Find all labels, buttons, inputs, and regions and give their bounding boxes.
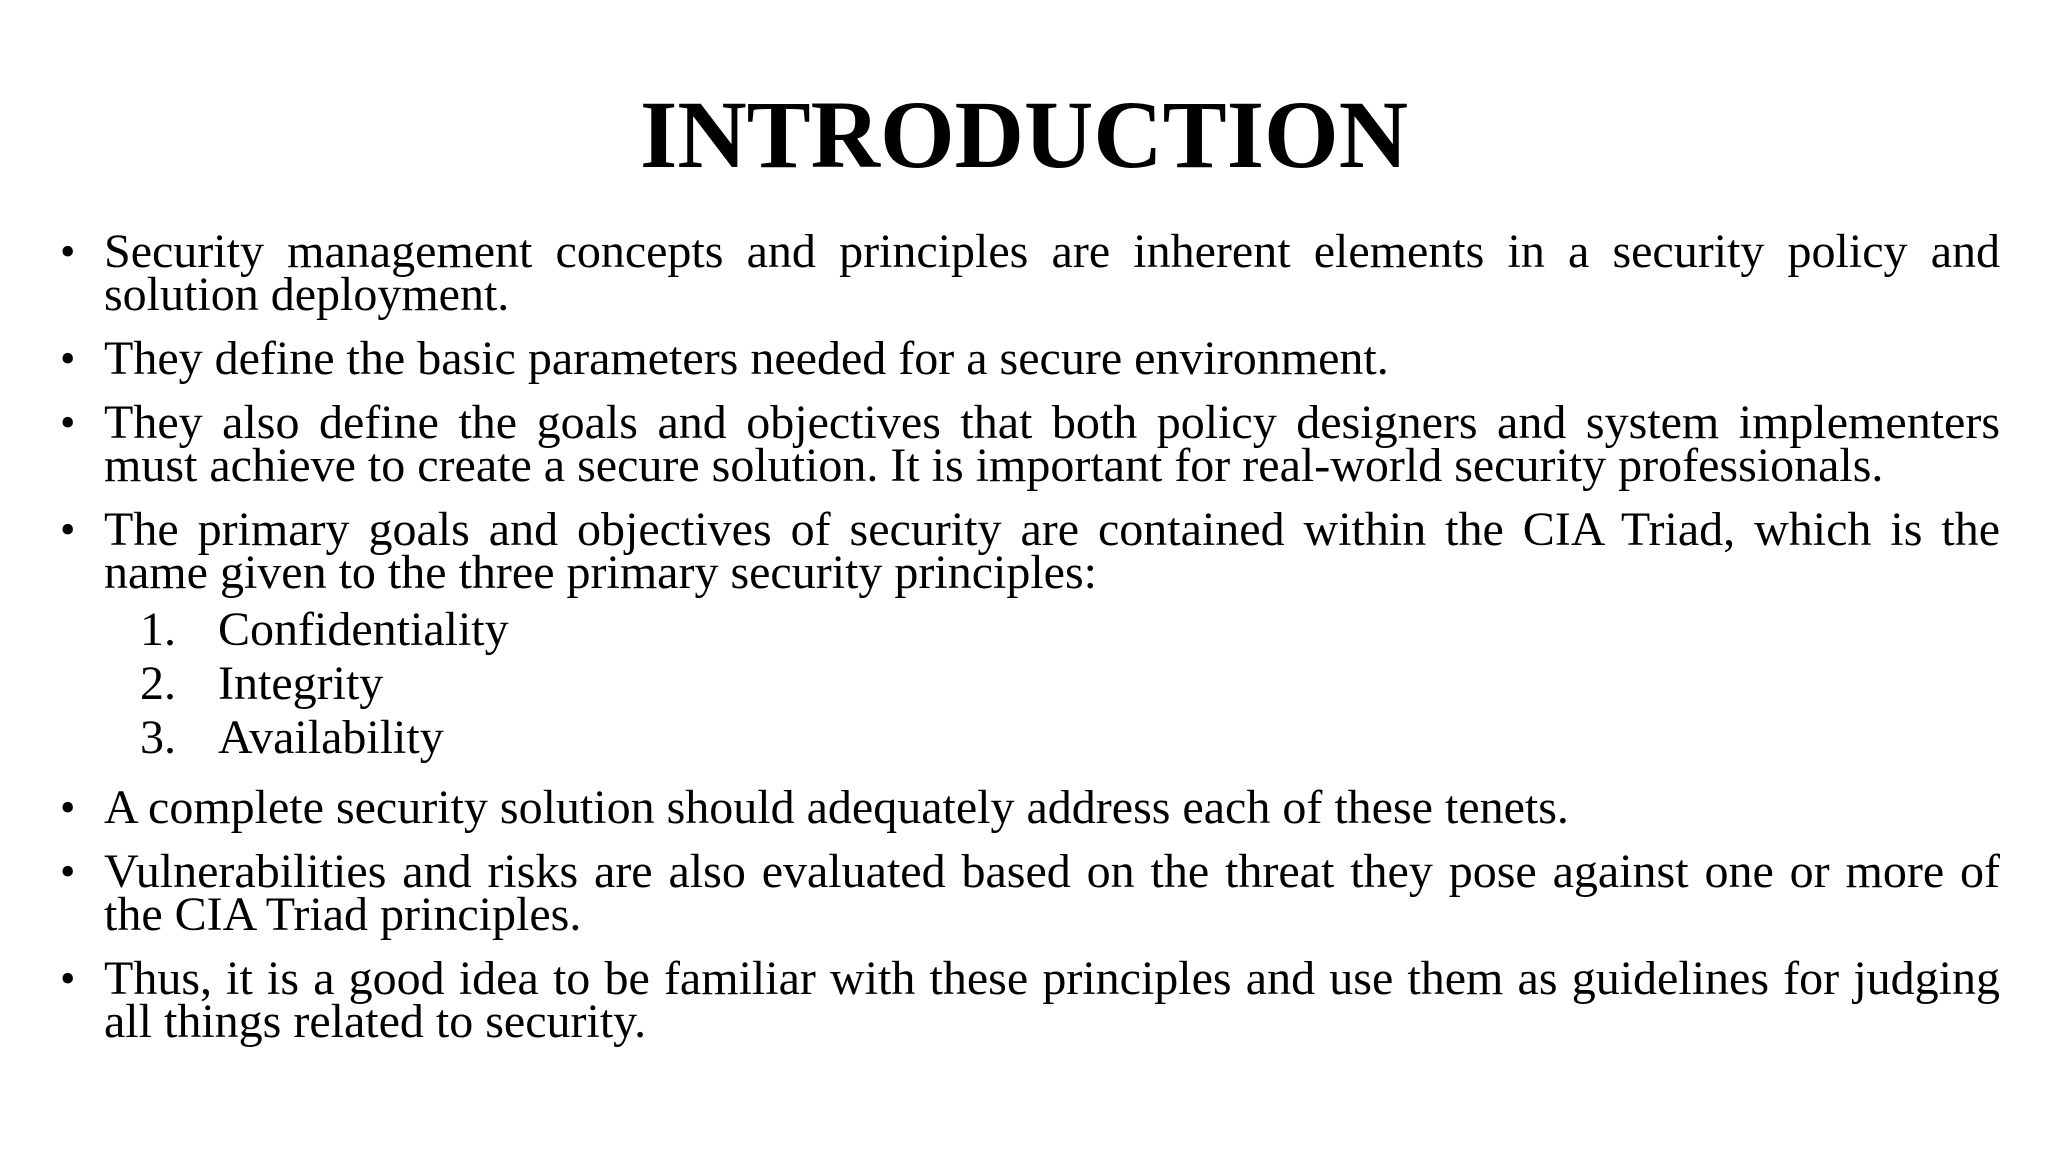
- bullet-icon: •: [60, 334, 76, 383]
- bullet-text: They also define the goals and objectives that both policy designers and system implementers must achieve to create a secure solution. It is important for real-world security professionals.: [104, 396, 2000, 492]
- bullet-icon: •: [60, 227, 76, 276]
- list-text: Availability: [218, 711, 444, 764]
- slide-title: INTRODUCTION: [639, 81, 1409, 188]
- bullet-item: [60, 781, 2000, 834]
- bullet-text: They define the basic parameters needed for a secure environment.: [104, 332, 1389, 385]
- numbered-item-availability: [60, 711, 2000, 765]
- numbered-item-confidentiality: [60, 603, 2000, 657]
- numbered-item-integrity: [60, 657, 2000, 711]
- bullet-item: [60, 952, 2000, 1048]
- list-number: 1.: [140, 603, 176, 656]
- bullet-item: [60, 396, 2000, 492]
- bullet-text: Security management concepts and principles are inherent elements in a security policy and solution deployment.: [104, 225, 2000, 321]
- bullet-icon: •: [60, 783, 76, 832]
- bullet-icon: •: [60, 954, 76, 1003]
- cia-numbered-list: [60, 603, 2000, 765]
- bullet-item: [60, 845, 2000, 941]
- bullet-item: [60, 503, 2000, 599]
- list-text: Confidentiality: [218, 603, 509, 656]
- bullet-item: [60, 225, 2000, 321]
- list-number: 3.: [140, 711, 176, 764]
- bullet-text: Vulnerabilities and risks are also evaluated based on the threat they pose against one or more of the CIA Triad principles.: [104, 845, 2000, 941]
- bullet-icon: •: [60, 847, 76, 896]
- list-text: Integrity: [218, 657, 384, 710]
- bullet-icon: •: [60, 505, 76, 554]
- bullet-text: Thus, it is a good idea to be familiar with these principles and use them as guidelines for judging all things related to security.: [104, 952, 2000, 1048]
- list-number: 2.: [140, 657, 176, 710]
- bullet-text: The primary goals and objectives of security are contained within the CIA Triad, which is the name given to the three primary security principles:: [104, 503, 2000, 599]
- bullet-item: [60, 332, 2000, 385]
- slide-body: [60, 225, 2000, 1064]
- bullet-icon: •: [60, 398, 76, 447]
- bullet-text: A complete security solution should adequately address each of these tenets.: [104, 781, 1569, 834]
